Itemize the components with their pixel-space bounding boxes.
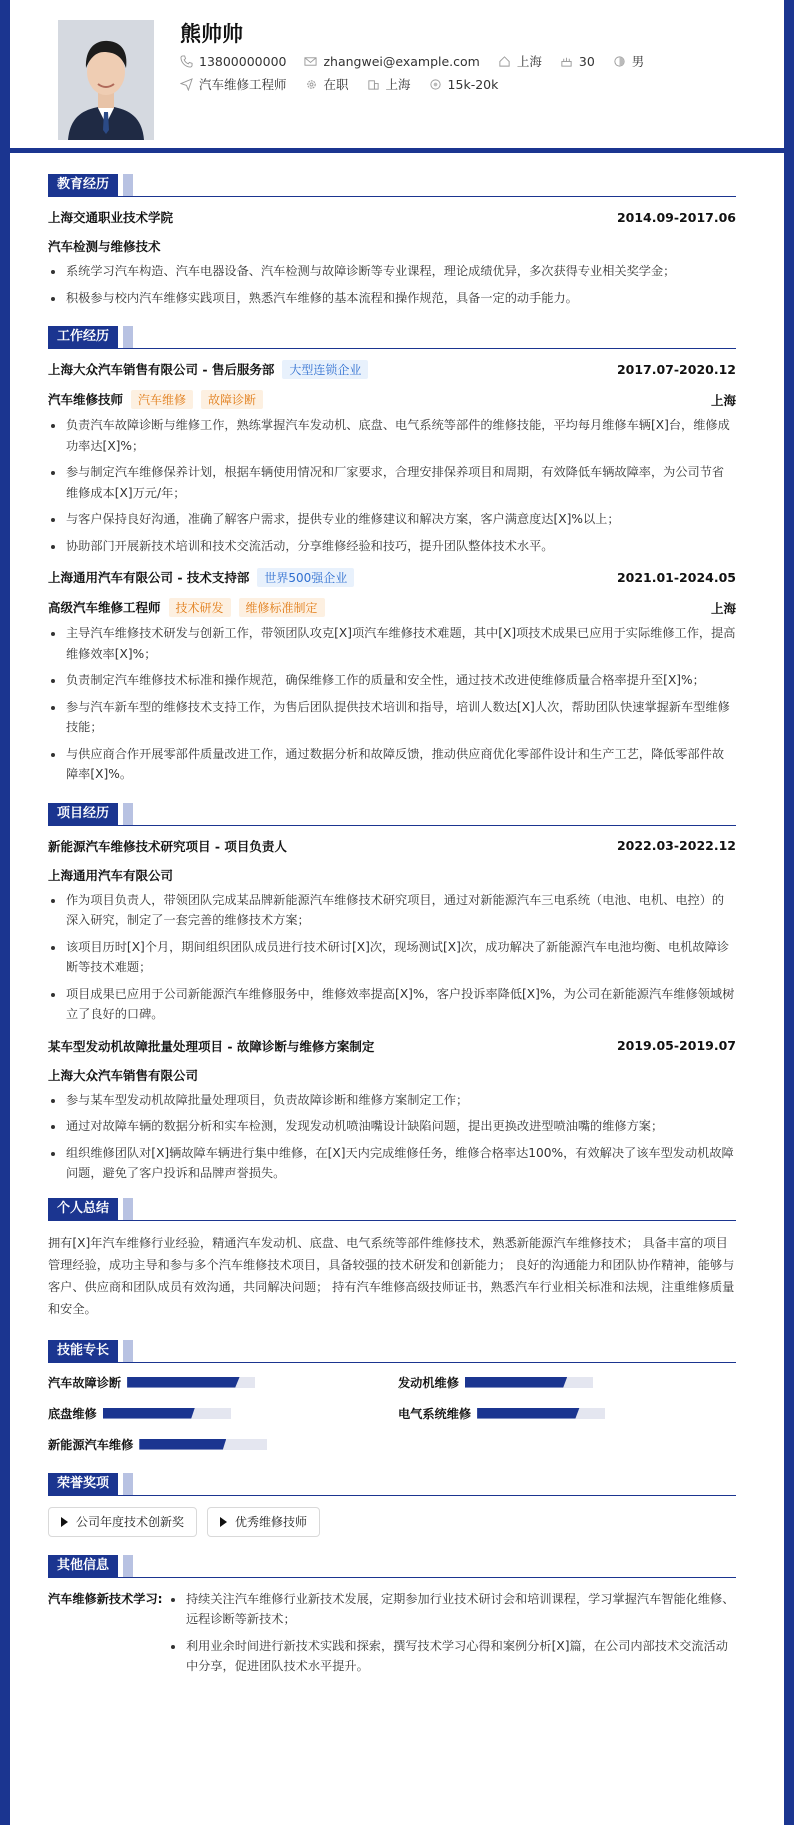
project-org-row: [48, 866, 736, 884]
job-bullets: [48, 415, 736, 556]
skill-name: 电气系统维修: [398, 1406, 472, 1421]
company-name: 上海通用汽车有限公司 - 技术支持部: [48, 570, 250, 585]
section-header: [48, 1336, 736, 1364]
major-name: 汽车检测与维修技术: [48, 239, 161, 254]
major-row: [48, 237, 736, 255]
job-bullets: [48, 623, 736, 785]
projects-section: [48, 799, 736, 1184]
section-header: [48, 1551, 736, 1579]
city-text: 上海: [385, 77, 411, 92]
award-label: 公司年度技术创新奖: [76, 1515, 185, 1529]
skill-tag: 汽车维修: [131, 390, 193, 409]
project-period: 2019.05-2019.07: [616, 1038, 736, 1053]
status-text: 在职: [323, 77, 349, 92]
job-location: 上海: [710, 392, 736, 408]
building-icon: [367, 78, 380, 91]
job-entry: [48, 568, 736, 785]
project-header: [48, 1037, 736, 1055]
work-section: [48, 322, 736, 785]
other-section: [48, 1551, 736, 1683]
gender-item: [613, 52, 645, 70]
email-text: zhangwei@example.com: [323, 53, 480, 69]
header-card: [10, 0, 784, 148]
project-bullets: [48, 1090, 736, 1184]
location-item: [498, 52, 542, 70]
skill-bar: [127, 1377, 255, 1388]
job-entry: [48, 360, 736, 556]
left-border: [0, 0, 10, 1825]
role-name: 汽车维修技师: [48, 392, 124, 407]
right-border: [784, 0, 794, 1825]
skill-item: [398, 1405, 736, 1422]
gender-text: 男: [631, 54, 645, 69]
list-item: 该项目历时[X]个月，期间组织团队成员进行技术研讨[X]次，现场测试[X]次，成功解决了新能源汽车电池均衡、电机故障诊断等技术难题；: [48, 937, 736, 978]
job-info-row: [180, 75, 516, 93]
position-text: 汽车维修工程师: [199, 77, 287, 92]
skill-tag: 技术研发: [169, 598, 231, 617]
salary-text: 15k-20k: [447, 76, 499, 92]
skill-bar: [465, 1377, 593, 1388]
education-row: [48, 208, 736, 226]
list-item: 负责汽车故障诊断与维修工作，熟练掌握汽车发动机、底盘、电气系统等部件的维修技能，平均每月维修车辆[X]台，维修成功率达[X]%；: [48, 415, 736, 456]
skill-fill: [103, 1408, 195, 1419]
skill-tag: 维修标准制定: [239, 598, 325, 617]
mail-icon: [304, 55, 317, 68]
list-item: 积极参与校内汽车维修实践项目，熟悉汽车维修的基本流程和操作规范，具备一定的动手能力。: [48, 288, 736, 309]
phone-item: [180, 54, 286, 69]
section-header: [48, 799, 736, 827]
skill-item: [48, 1374, 398, 1391]
school-name: 上海交通职业技术学院: [48, 210, 174, 225]
other-bullets: [168, 1589, 736, 1683]
project-period: 2022.03-2022.12: [616, 838, 736, 853]
awards-section: [48, 1469, 736, 1537]
other-label: 汽车维修新技术学习:: [48, 1591, 163, 1606]
contact-row: [180, 52, 662, 70]
project-org: 上海通用汽车有限公司: [48, 867, 174, 883]
project-entry: [48, 1037, 736, 1184]
role-name: 高级汽车维修工程师: [48, 600, 161, 615]
profile-photo: [58, 20, 154, 140]
job-location: 上海: [710, 600, 736, 616]
section-header: [48, 1194, 736, 1222]
job-period: 2021.01-2024.05: [616, 570, 736, 585]
award-label: 优秀维修技师: [235, 1515, 308, 1529]
candidate-name: 熊帅帅: [180, 22, 243, 46]
section-title: 个人总结: [48, 1198, 118, 1220]
list-item: 参与制定汽车维修保养计划，根据车辆使用情况和厂家要求，合理安排保养项目和周期，有效降低车辆故障率，为公司节省维修成本[X]万元/年；: [48, 462, 736, 503]
gender-icon: [613, 55, 626, 68]
skill-bar: [103, 1408, 231, 1419]
coin-icon: [429, 78, 442, 91]
skill-fill: [139, 1439, 226, 1450]
play-icon: [220, 1517, 227, 1527]
project-name: 某车型发动机故障批量处理项目 - 故障诊断与维修方案制定: [48, 1038, 375, 1054]
skills-grid: [48, 1374, 736, 1453]
list-item: 利用业余时间进行新技术实践和探索，撰写技术学习心得和案例分析[X]篇，在公司内部技术交流活动中分享，促进团队技术水平提升。: [168, 1636, 736, 1677]
project-org: 上海大众汽车销售有限公司: [48, 1067, 199, 1083]
skills-section: [48, 1336, 736, 1453]
education-bullets: [48, 261, 736, 308]
project-name: 新能源汽车维修技术研究项目 - 项目负责人: [48, 838, 287, 854]
gear-icon: [305, 78, 318, 91]
project-entry: [48, 837, 736, 1025]
send-icon: [180, 78, 193, 91]
list-item: 持续关注汽车维修行业新技术发展，定期参加行业技术研讨会和培训课程，学习掌握汽车智能化维修、远程诊断等新技术；: [168, 1589, 736, 1630]
home-icon: [498, 55, 511, 68]
other-item: [48, 1589, 736, 1683]
skill-item: [48, 1405, 398, 1422]
play-icon: [61, 1517, 68, 1527]
skill-item: [398, 1374, 736, 1391]
awards-list: [48, 1507, 736, 1537]
list-item: 通过对故障车辆的数据分析和实车检测，发现发动机喷油嘴设计缺陷问题，提出更换改进型喷油嘴的维修方案；: [48, 1116, 736, 1137]
section-title: 教育经历: [48, 174, 118, 196]
skill-bar: [139, 1439, 267, 1450]
project-org-row: [48, 1066, 736, 1084]
position-item: [180, 75, 287, 93]
company-tag: 大型连锁企业: [282, 360, 368, 379]
salary-item: [429, 77, 499, 92]
age-item: [560, 54, 595, 69]
status-item: [305, 75, 349, 93]
award-item: [48, 1507, 197, 1537]
age-text: 30: [578, 53, 595, 69]
city-item: [367, 75, 411, 93]
skill-tag: 故障诊断: [201, 390, 263, 409]
resume-content: [48, 170, 736, 1683]
skill-name: 底盘维修: [48, 1406, 97, 1421]
list-item: 系统学习汽车构造、汽车电器设备、汽车检测与故障诊断等专业课程，理论成绩优异，多次获得专业相关奖学金；: [48, 261, 736, 282]
skill-fill: [465, 1377, 567, 1388]
job-period: 2017.07-2020.12: [616, 362, 736, 377]
company-tag: 世界500强企业: [257, 568, 354, 587]
company-name: 上海大众汽车销售有限公司 - 售后服务部: [48, 362, 275, 377]
role-row: [48, 390, 736, 409]
job-header: [48, 360, 736, 379]
education-section: [48, 170, 736, 308]
section-header: [48, 322, 736, 350]
role-row: [48, 598, 736, 617]
skill-name: 汽车故障诊断: [48, 1375, 122, 1390]
section-title: 技能专长: [48, 1340, 118, 1362]
list-item: 参与汽车新车型的维修技术支持工作，为售后团队提供技术培训和指导，培训人数达[X]人次，帮助团队快速掌握新车型维修技能；: [48, 697, 736, 738]
section-title: 其他信息: [48, 1555, 118, 1577]
skill-item: [48, 1436, 398, 1453]
phone-icon: [180, 55, 193, 68]
section-header: [48, 170, 736, 198]
list-item: 与客户保持良好沟通，准确了解客户需求，提供专业的维修建议和解决方案，客户满意度达[X]%以上；: [48, 509, 736, 530]
list-item: 与供应商合作开展零部件质量改进工作，通过数据分析和故障反馈，推动供应商优化零部件设计和生产工艺，降低零部件故障率[X]%。: [48, 744, 736, 785]
summary-section: [48, 1194, 736, 1320]
phone-text: 13800000000: [199, 53, 287, 69]
project-header: [48, 837, 736, 855]
award-item: [207, 1507, 320, 1537]
list-item: 项目成果已应用于公司新能源汽车维修服务中，维修效率提高[X]%，客户投诉率降低[X]%，为公司在新能源汽车维修领域树立了良好的口碑。: [48, 984, 736, 1025]
section-title: 工作经历: [48, 326, 118, 348]
summary-text: 拥有[X]年汽车维修行业经验，精通汽车发动机、底盘、电气系统等部件维修技术，熟悉新能源汽车维修技术； 具备丰富的项目管理经验，成功主导和参与多个汽车维修技术项目，具备较强的技术研发和创新能力； 良好的沟通能力和团队协作精神，能够与客户、供应商和团队成员有效沟通，共同解决问题； 持有汽车维修高级技师证书，熟悉汽车行业相关标准和法规，注重维修质量和安全。: [48, 1235, 735, 1316]
email-item: [304, 54, 479, 69]
section-header: [48, 1469, 736, 1497]
education-period: 2014.09-2017.06: [616, 209, 736, 225]
list-item: 参与某车型发动机故障批量处理项目，负责故障诊断和维修方案制定工作；: [48, 1090, 736, 1111]
list-item: 主导汽车维修技术研发与创新工作，带领团队攻克[X]项汽车维修技术难题，其中[X]项技术成果已应用于实际维修工作，提高维修效率[X]%；: [48, 623, 736, 664]
skill-fill: [477, 1408, 579, 1419]
skill-name: 发动机维修: [398, 1375, 459, 1390]
location-text: 上海: [516, 54, 542, 69]
cake-icon: [560, 55, 573, 68]
project-bullets: [48, 890, 736, 1025]
list-item: 组织维修团队对[X]辆故障车辆进行集中维修，在[X]天内完成维修任务，维修合格率达100%，有效解决了该车型发动机故障问题，避免了客户投诉和品牌声誉损失。: [48, 1143, 736, 1184]
skill-fill: [127, 1377, 240, 1388]
list-item: 作为项目负责人，带领团队完成某品牌新能源汽车维修技术研究项目，通过对新能源汽车三电系统（电池、电机、电控）的深入研究，制定了一套完善的维修技术方案；: [48, 890, 736, 931]
job-header: [48, 568, 736, 587]
section-title: 荣誉奖项: [48, 1473, 118, 1495]
list-item: 协助部门开展新技术培训和技术交流活动，分享维修经验和技巧，提升团队整体技术水平。: [48, 536, 736, 557]
skill-bar: [477, 1408, 605, 1419]
section-title: 项目经历: [48, 803, 118, 825]
list-item: 负责制定汽车维修技术标准和操作规范，确保维修工作的质量和安全性，通过技术改进使维修质量合格率提升至[X]%；: [48, 670, 736, 691]
skill-name: 新能源汽车维修: [48, 1437, 134, 1452]
